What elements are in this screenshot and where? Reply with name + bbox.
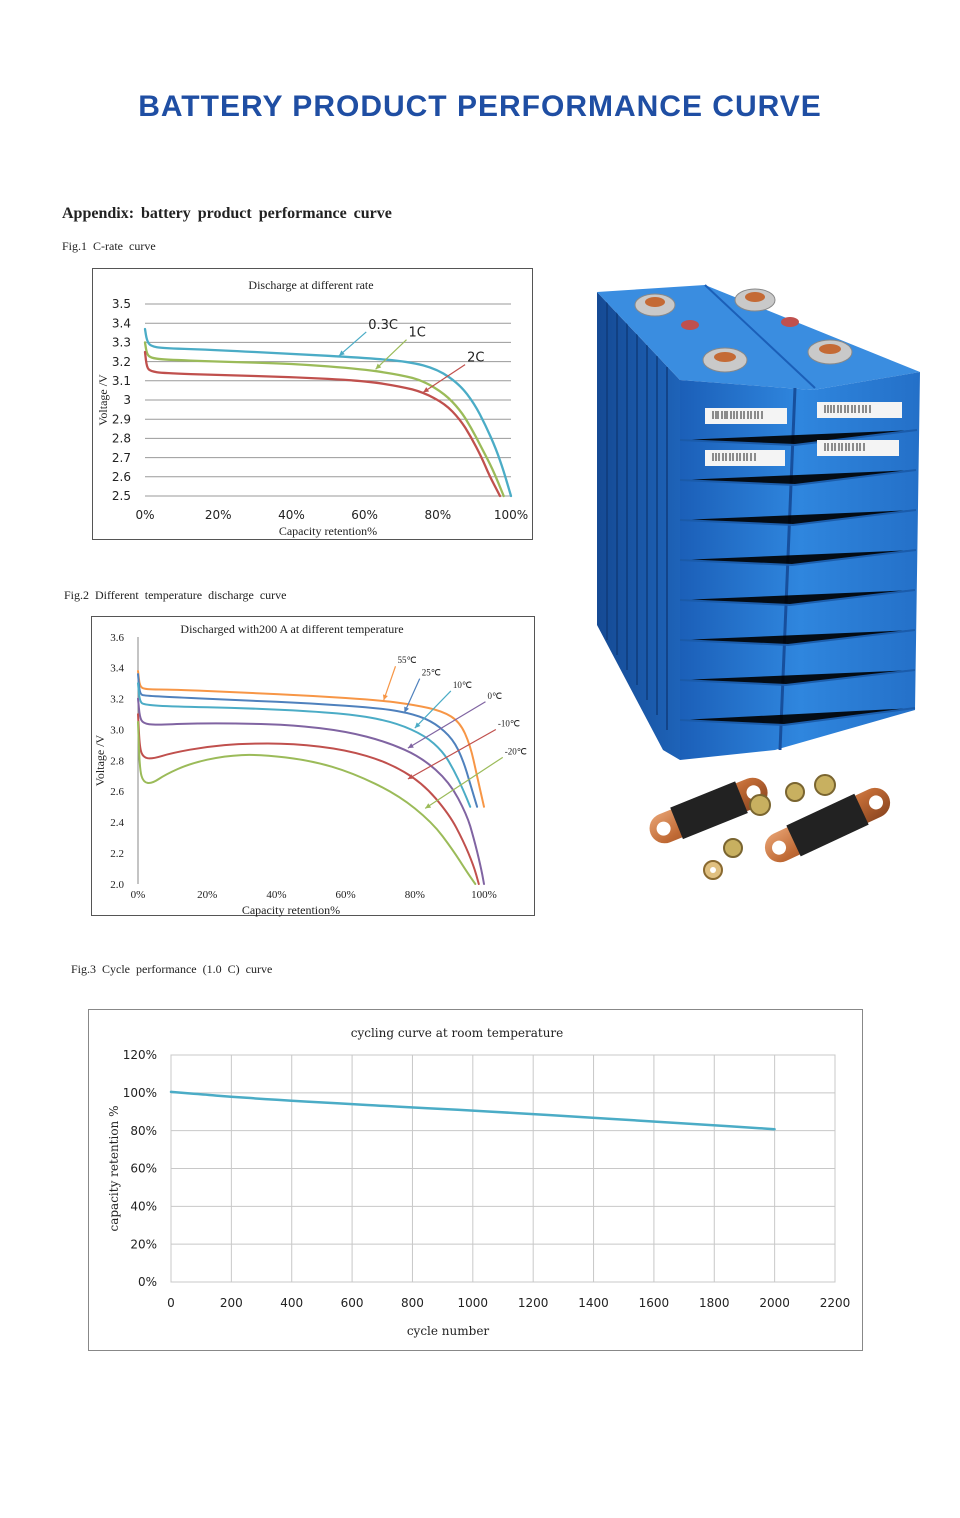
annotation-arrow (423, 365, 465, 393)
x-tick-label: 0 (167, 1296, 175, 1310)
chart-title: Discharge at different rate (248, 278, 374, 292)
y-tick-label: 0% (137, 1275, 157, 1290)
x-tick-label: 20% (197, 889, 218, 901)
y-tick-label: 3 (123, 393, 131, 408)
annotation-arrow (408, 730, 496, 779)
temperature-chart-svg (92, 617, 536, 917)
x-tick-label: 1800 (698, 1296, 730, 1310)
annotation-label: 10℃ (452, 679, 472, 690)
y-axis-label: Voltage /V (96, 374, 110, 426)
fig3-label: Fig.3 Cycle performance (1.0 C) curve (71, 962, 273, 976)
annotation-label: -10℃ (497, 718, 520, 729)
y-tick-label: 2.6 (111, 470, 131, 484)
x-tick-label: 40% (266, 889, 287, 901)
y-tick-label: 3.6 (110, 631, 124, 644)
cycle-chart (88, 1009, 863, 1351)
annotation-label: 1C (408, 325, 426, 341)
y-tick-label: 2.9 (111, 412, 131, 427)
annotation-arrowhead (423, 387, 429, 392)
annotation-label: 55℃ (397, 655, 417, 666)
y-tick-label: 80% (130, 1123, 157, 1138)
y-tick-label: 120% (122, 1048, 157, 1063)
y-tick-label: 3.1 (111, 374, 131, 388)
y-tick-label: 3.2 (111, 354, 131, 369)
annotation-label: 25℃ (421, 667, 441, 678)
x-axis-label: cycle number (406, 1324, 490, 1338)
x-tick-label: 0% (130, 889, 146, 901)
series-line-0 (138, 699, 484, 884)
x-tick-label: 80% (404, 889, 425, 901)
x-tick-label: 1400 (578, 1296, 609, 1310)
y-tick-label: 20% (130, 1237, 157, 1252)
series-line-55 (138, 671, 484, 807)
x-tick-label: 80% (424, 508, 452, 522)
x-tick-label: 1200 (517, 1296, 549, 1310)
y-tick-label: 100% (122, 1086, 157, 1101)
c-rate-chart (92, 268, 533, 540)
annotation-label: -20℃ (504, 746, 527, 757)
annotation-arrow (376, 340, 407, 370)
annotation-arrow (339, 332, 366, 356)
y-axis-label: Voltage /V (93, 734, 107, 787)
copper-busbar-icons (644, 771, 896, 879)
chart-title: cycling curve at room temperature (350, 1026, 564, 1040)
chart-title: Discharged with200 A at different temperature (180, 622, 404, 636)
appendix-heading: Appendix: battery product performance curve (62, 205, 392, 222)
cell-stack-front (680, 372, 920, 760)
x-tick-label: 60% (335, 889, 356, 901)
y-tick-label: 2.7 (111, 450, 131, 465)
x-tick-label: 40% (278, 508, 305, 522)
y-axis-label: capacity retention % (107, 1105, 121, 1232)
y-tick-label: 2.6 (110, 786, 124, 799)
y-tick-label: 40% (130, 1199, 157, 1214)
x-tick-label: 1000 (457, 1296, 489, 1310)
y-tick-label: 3.4 (111, 316, 131, 331)
annotation-arrow (408, 702, 486, 748)
y-tick-label: 2.4 (110, 817, 124, 830)
annotation-arrowhead (383, 694, 388, 700)
annotation-label: 2C (467, 350, 485, 366)
x-tick-label: 20% (204, 508, 232, 522)
c-rate-chart-svg (93, 269, 534, 541)
fig1-label: Fig.1 C-rate curve (62, 239, 156, 253)
x-tick-label: 2200 (819, 1296, 851, 1310)
cycle-chart-svg (89, 1010, 864, 1352)
annotation-arrowhead (425, 803, 431, 808)
y-tick-label: 3.0 (110, 724, 124, 737)
y-tick-label: 2.5 (111, 489, 131, 504)
x-tick-label: 600 (340, 1296, 364, 1310)
x-tick-label: 100% (471, 889, 497, 901)
x-tick-label: 60% (351, 508, 378, 522)
x-axis-label: Capacity retention% (241, 903, 341, 917)
x-tick-label: 2000 (759, 1296, 790, 1310)
x-tick-label: 200 (219, 1296, 243, 1310)
y-tick-label: 2.2 (110, 847, 124, 860)
series-line-25 (138, 674, 477, 807)
temperature-chart (91, 616, 535, 916)
x-axis-label: Capacity retention% (278, 524, 378, 538)
x-tick-label: 0% (135, 508, 155, 522)
series-line-2C (145, 352, 500, 496)
y-tick-label: 2.8 (111, 431, 131, 446)
x-tick-label: 100% (493, 508, 529, 522)
battery-product-photo-icon (585, 280, 930, 880)
page-title: BATTERY PRODUCT PERFORMANCE CURVE (138, 90, 822, 123)
y-tick-label: 2.0 (110, 878, 124, 891)
annotation-arrow (404, 679, 419, 713)
y-tick-label: 2.8 (110, 755, 124, 768)
x-tick-label: 800 (401, 1296, 424, 1310)
series-line-03C (145, 329, 511, 496)
x-tick-label: 400 (280, 1296, 304, 1310)
annotation-label: 0℃ (487, 690, 503, 701)
fig2-label: Fig.2 Different temperature discharge curve (64, 588, 287, 602)
annotation-arrow (384, 666, 396, 700)
y-tick-label: 60% (130, 1161, 157, 1176)
y-tick-label: 3.2 (110, 693, 124, 706)
x-tick-label: 1600 (638, 1296, 670, 1310)
y-tick-label: 3.3 (111, 335, 131, 350)
y-tick-label: 3.5 (111, 297, 131, 312)
annotation-label: 0.3C (368, 317, 399, 333)
y-tick-label: 3.4 (110, 662, 124, 675)
